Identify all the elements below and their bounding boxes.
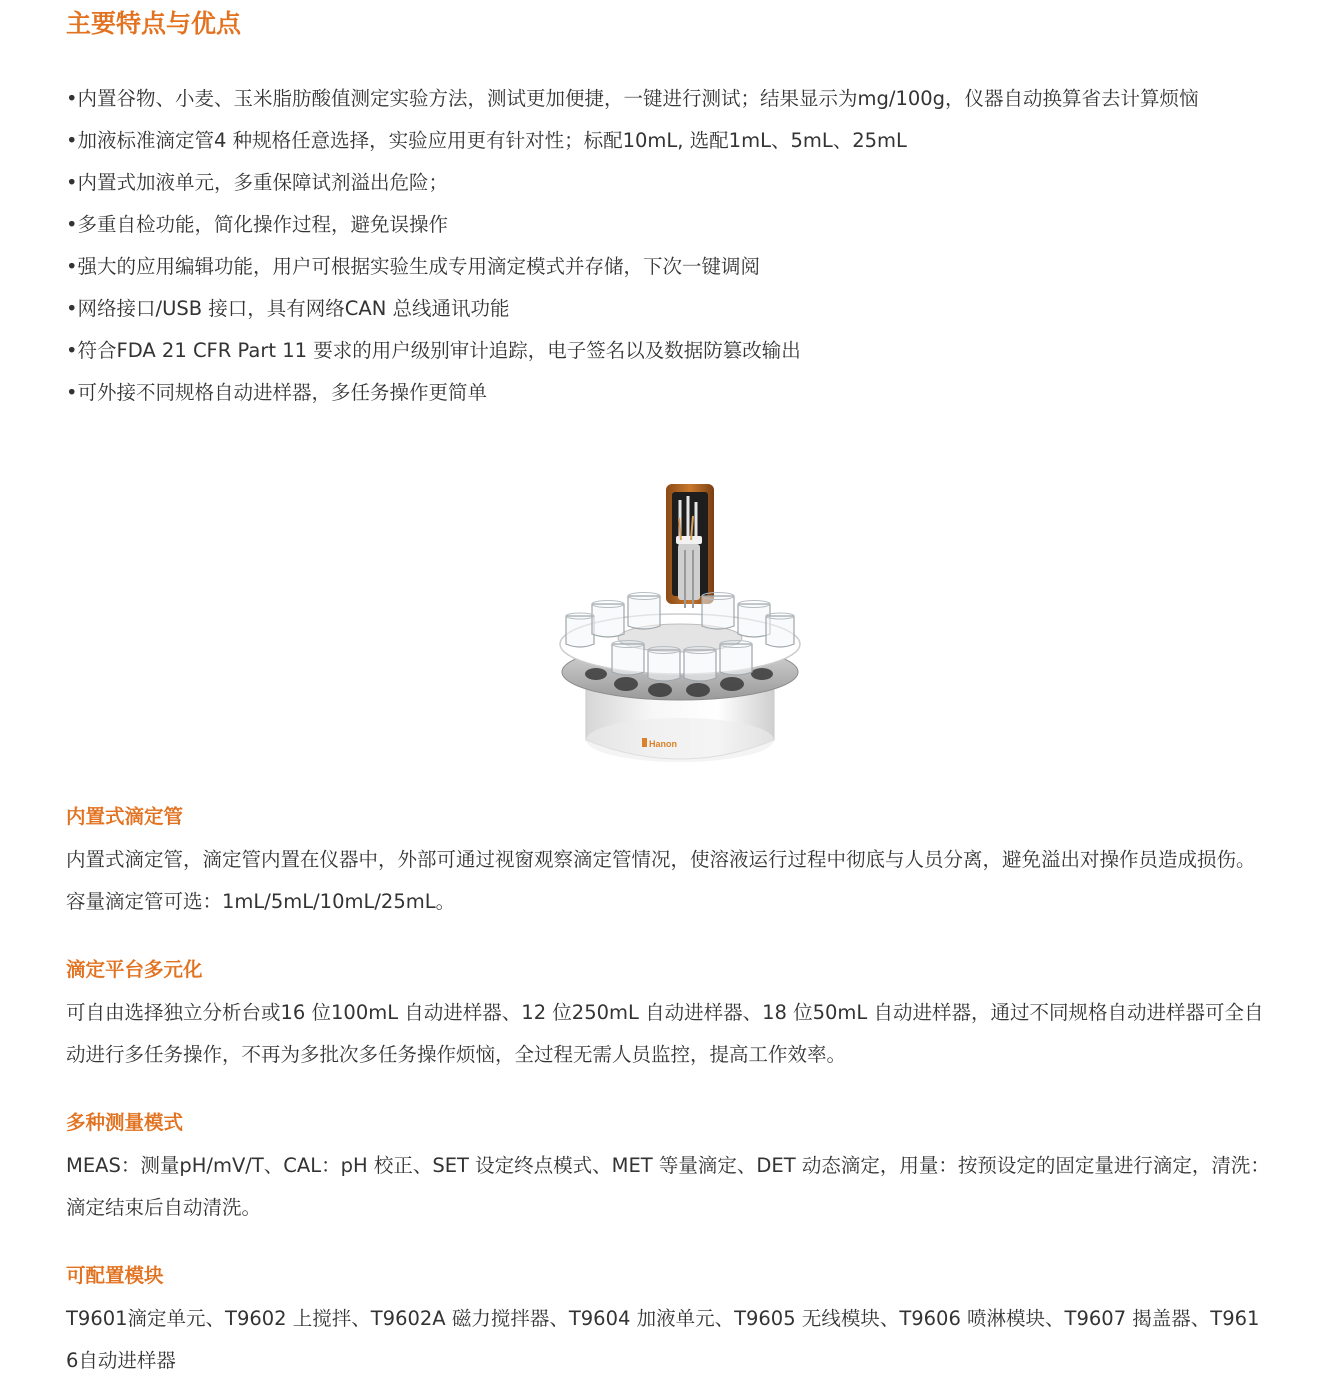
section-body: 可自由选择独立分析台或16 位100mL 自动进样器、12 位250mL 自动进样器、18 位50mL 自动进样器，通过不同规格自动进样器可全自动进行多任务操作，不再为多批次多任务操作烦恼，全过程无需人员监控，提高工作效率。 <box>66 1001 1264 1066</box>
brand-logo-text: Hanon <box>649 739 677 749</box>
feature-item: •多重自检功能，简化操作过程，避免误操作 <box>66 213 449 236</box>
product-image <box>552 478 808 770</box>
section-body: MEAS：测量pH/mV/T、CAL：pH 校正、SET 设定终点模式、MET 等量滴定、DET 动态滴定，用量：按预设定的固定量进行滴定，清洗：滴定结束后自动清洗。 <box>66 1154 1270 1219</box>
feature-item: •内置式加液单元，多重保障试剂溢出危险； <box>66 171 449 194</box>
section-heading: 可配置模块 <box>66 1264 164 1287</box>
section-configurable-modules <box>66 1261 1271 1382</box>
feature-list <box>66 78 1271 414</box>
feature-item: •可外接不同规格自动进样器，多任务操作更简单 <box>66 381 488 404</box>
feature-item: •网络接口/USB 接口，具有网络CAN 总线通讯功能 <box>66 297 510 320</box>
section-measurement-modes <box>66 1108 1271 1229</box>
section-titration-platform <box>66 955 1271 1076</box>
section-heading: 多种测量模式 <box>66 1111 184 1134</box>
section-heading: 滴定平台多元化 <box>66 958 203 981</box>
section-body: 内置式滴定管，滴定管内置在仪器中，外部可通过视窗观察滴定管情况，使溶液运行过程中彻底与人员分离，避免溢出对操作员造成损伤。容量滴定管可选：1mL/5mL/10mL/25mL。 <box>66 848 1256 913</box>
page-title: 主要特点与优点 <box>66 9 242 38</box>
titrator-autosampler-illustration <box>552 478 808 770</box>
feature-item: •内置谷物、小麦、玉米脂肪酸值测定实验方法，测试更加便捷，一键进行测试；结果显示为mg/100g，仪器自动换算省去计算烦恼 <box>66 87 1199 110</box>
feature-item: •强大的应用编辑功能，用户可根据实验生成专用滴定模式并存储，下次一键调阅 <box>66 255 761 278</box>
section-body: T9601滴定单元、T9602 上搅拌、T9602A 磁力搅拌器、T9604 加液单元、T9605 无线模块、T9606 喷淋模块、T9607 揭盖器、T9616自动进样器 <box>66 1307 1260 1372</box>
section-heading: 内置式滴定管 <box>66 805 184 828</box>
feature-item: •加液标准滴定管4 种规格任意选择，实验应用更有针对性；标配10mL, 选配1mL、5mL、25mL <box>66 129 907 152</box>
section-built-in-burette <box>66 802 1271 923</box>
feature-item: •符合FDA 21 CFR Part 11 要求的用户级别审计追踪，电子签名以及数据防篡改输出 <box>66 339 801 362</box>
